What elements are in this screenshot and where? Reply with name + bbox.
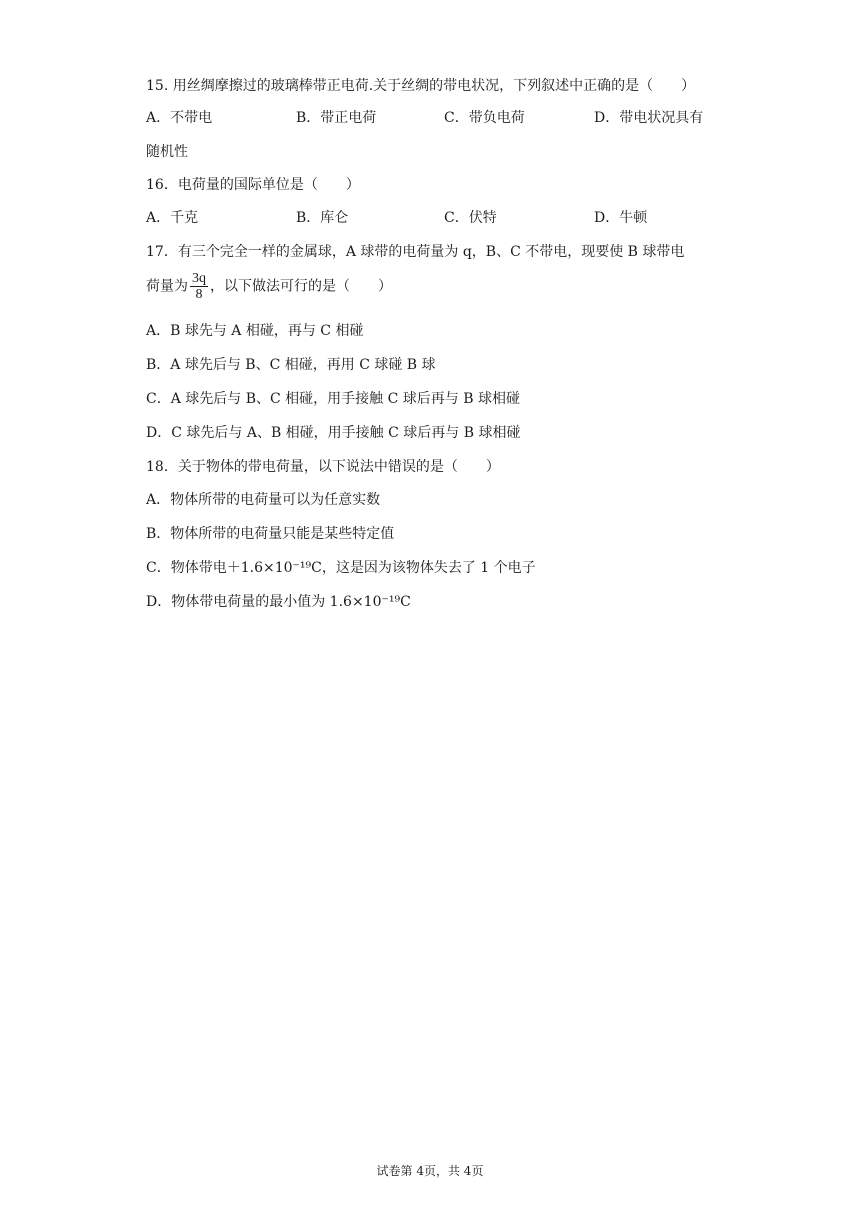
question-18-option-a: A．物体所带的电荷量可以为任意实数 (146, 492, 381, 508)
question-17-option-c: C．A 球先后与 B、C 相碰，用手接触 C 球后再与 B 球相碰 (146, 391, 520, 407)
question-17-stem-line2-post: ，以下做法可行的是（ ） (210, 278, 392, 295)
question-17-option-b: B．A 球先后与 B、C 相碰，再用 C 球碰 B 球 (146, 357, 436, 373)
question-16-option-a: A．千克 (146, 210, 199, 226)
question-16-stem: 16．电荷量的国际单位是（ ） (146, 177, 360, 193)
fraction-denominator: 8 (195, 287, 203, 302)
question-18-option-c: C．物体带电＋1.6×10⁻¹⁹C，这是因为该物体失去了 1 个电子 (146, 560, 536, 576)
question-18-option-d: D．物体带电荷量的最小值为 1.6×10⁻¹⁹C (146, 594, 411, 610)
question-17-stem-line2 (146, 271, 392, 302)
question-16-option-c: C．伏特 (444, 210, 497, 226)
question-17-stem-line2-pre: 荷量为 (146, 278, 188, 295)
question-15-option-d-continuation: 随机性 (146, 144, 188, 160)
question-15-stem: 15. 用丝绸摩擦过的玻璃棒带正电荷.关于丝绸的带电状况，下列叙述中正确的是（ ） (146, 78, 696, 94)
question-17-option-d: D．C 球先后与 A、B 相碰，用手接触 C 球后再与 B 球相碰 (146, 425, 521, 441)
question-15-option-b: B．带正电荷 (296, 110, 377, 126)
page-footer: 试卷第 4页，共 4页 (376, 1164, 484, 1178)
question-15-option-d: D．带电状况具有 (594, 110, 704, 126)
fraction-3q-over-8 (190, 271, 208, 302)
question-16-option-d: D．牛顿 (594, 210, 648, 226)
question-15-option-c: C．带负电荷 (444, 110, 525, 126)
fraction-numerator: 3q (192, 271, 206, 286)
question-17-option-a: A．B 球先与 A 相碰，再与 C 相碰 (146, 323, 364, 339)
question-18-stem: 18．关于物体的带电荷量，以下说法中错误的是（ ） (146, 459, 500, 475)
question-18-option-b: B．物体所带的电荷量只能是某些特定值 (146, 526, 395, 542)
question-17-stem: 17．有三个完全一样的金属球，A 球带的电荷量为 q，B、C 不带电，现要使 B 球带电 (146, 244, 685, 260)
question-16-option-b: B．库仑 (296, 210, 349, 226)
question-15-option-a: A．不带电 (146, 110, 213, 126)
